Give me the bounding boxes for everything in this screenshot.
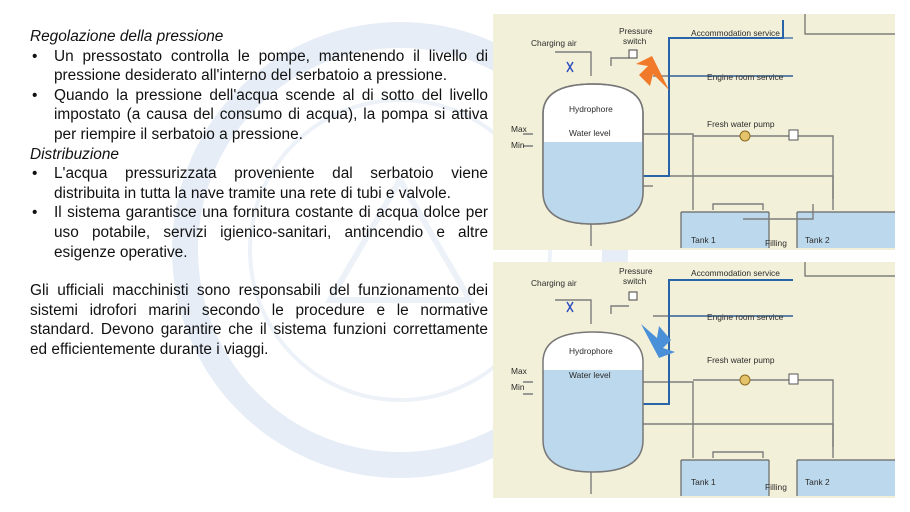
closing-paragraph: Gli ufficiali macchinisti sono responsabili del funzionamento dei sistemi idrofori marini secondo le procedure e le normative standard. Devono garantire che il sistema funzioni correttamente ed efficientemente durante i viaggi.	[30, 282, 488, 358]
section-heading-pressure: Regolazione della pressione	[30, 28, 224, 45]
text-column	[30, 27, 488, 375]
bullet-pressure-switch: • Un pressostato controlla le pompe, mantenendo il livello di pressione desiderato all'interno del serbatoio a pressione.	[30, 47, 488, 86]
hydrophore-vessel	[543, 332, 643, 472]
switch-label: switch	[623, 276, 647, 286]
tank-2	[797, 460, 895, 496]
valve-icon	[567, 62, 573, 72]
tank-2-label: Tank 2	[805, 235, 830, 245]
bullet-distribution-network: • L'acqua pressurizzata proveniente dal serbatoio viene distribuita in tutta la nave tramite una rete di tubi e valvole.	[30, 164, 488, 203]
engine-room-service-label: Engine room service	[707, 312, 784, 322]
tank-2	[797, 212, 895, 248]
hydrophore-diagram-top	[493, 14, 895, 250]
bullet-constant-supply: • Il sistema garantisce una fornitura costante di acqua dolce per uso potabile, servizi igienico-sanitari, antincendio e altre esigenze operative.	[30, 203, 488, 262]
pressure-label: Pressure	[619, 26, 653, 36]
pressure-bullets	[30, 47, 488, 145]
water-level-label: Water level	[569, 128, 611, 138]
filter-icon	[789, 130, 798, 140]
pump-icon	[740, 131, 750, 141]
orange-arrow-icon	[636, 56, 669, 90]
section-heading-distribution: Distribuzione	[30, 145, 119, 163]
filling-label: Filling	[765, 238, 787, 248]
filter-icon	[789, 374, 798, 384]
fresh-water-pump-label: Fresh water pump	[707, 355, 775, 365]
tank-1	[681, 460, 769, 496]
tank-1-label: Tank 1	[691, 235, 716, 245]
filling-label: Filling	[765, 482, 787, 492]
hydrophore-label: Hydrophore	[569, 346, 613, 356]
distribution-bullets	[30, 164, 488, 262]
blue-service-pipe	[643, 20, 783, 176]
max-label: Max	[511, 124, 527, 134]
pressure-label: Pressure	[619, 266, 653, 276]
hydrophore-vessel	[543, 84, 643, 224]
fresh-water-pump-label: Fresh water pump	[707, 119, 775, 129]
accommodation-service-label: Accommodation service	[691, 28, 780, 38]
accommodation-service-label: Accommodation service	[691, 268, 780, 278]
hydrophore-label: Hydrophore	[569, 104, 613, 114]
bullet-pump-activation: • Quando la pressione dell'acqua scende al di sotto del livello impostato (a causa del consumo di acqua), la pompa si attiva per riempire il serbatoio a pressione.	[30, 86, 488, 145]
engine-room-service-label: Engine room service	[707, 72, 784, 82]
min-label: Min	[511, 382, 525, 392]
min-label: Min	[511, 140, 525, 150]
tank-1	[681, 212, 769, 248]
charging-air-label: Charging air	[531, 38, 577, 48]
pressure-switch-icon	[629, 292, 637, 300]
tank-1-label: Tank 1	[691, 477, 716, 487]
tank-2-label: Tank 2	[805, 477, 830, 487]
charging-air-label: Charging air	[531, 278, 577, 288]
hydrophore-diagram-bottom	[493, 262, 895, 498]
switch-label: switch	[623, 36, 647, 46]
pump-icon	[740, 375, 750, 385]
max-label: Max	[511, 366, 527, 376]
valve-icon	[567, 302, 573, 312]
water-level-label: Water level	[569, 370, 611, 380]
pressure-switch-icon	[629, 50, 637, 58]
